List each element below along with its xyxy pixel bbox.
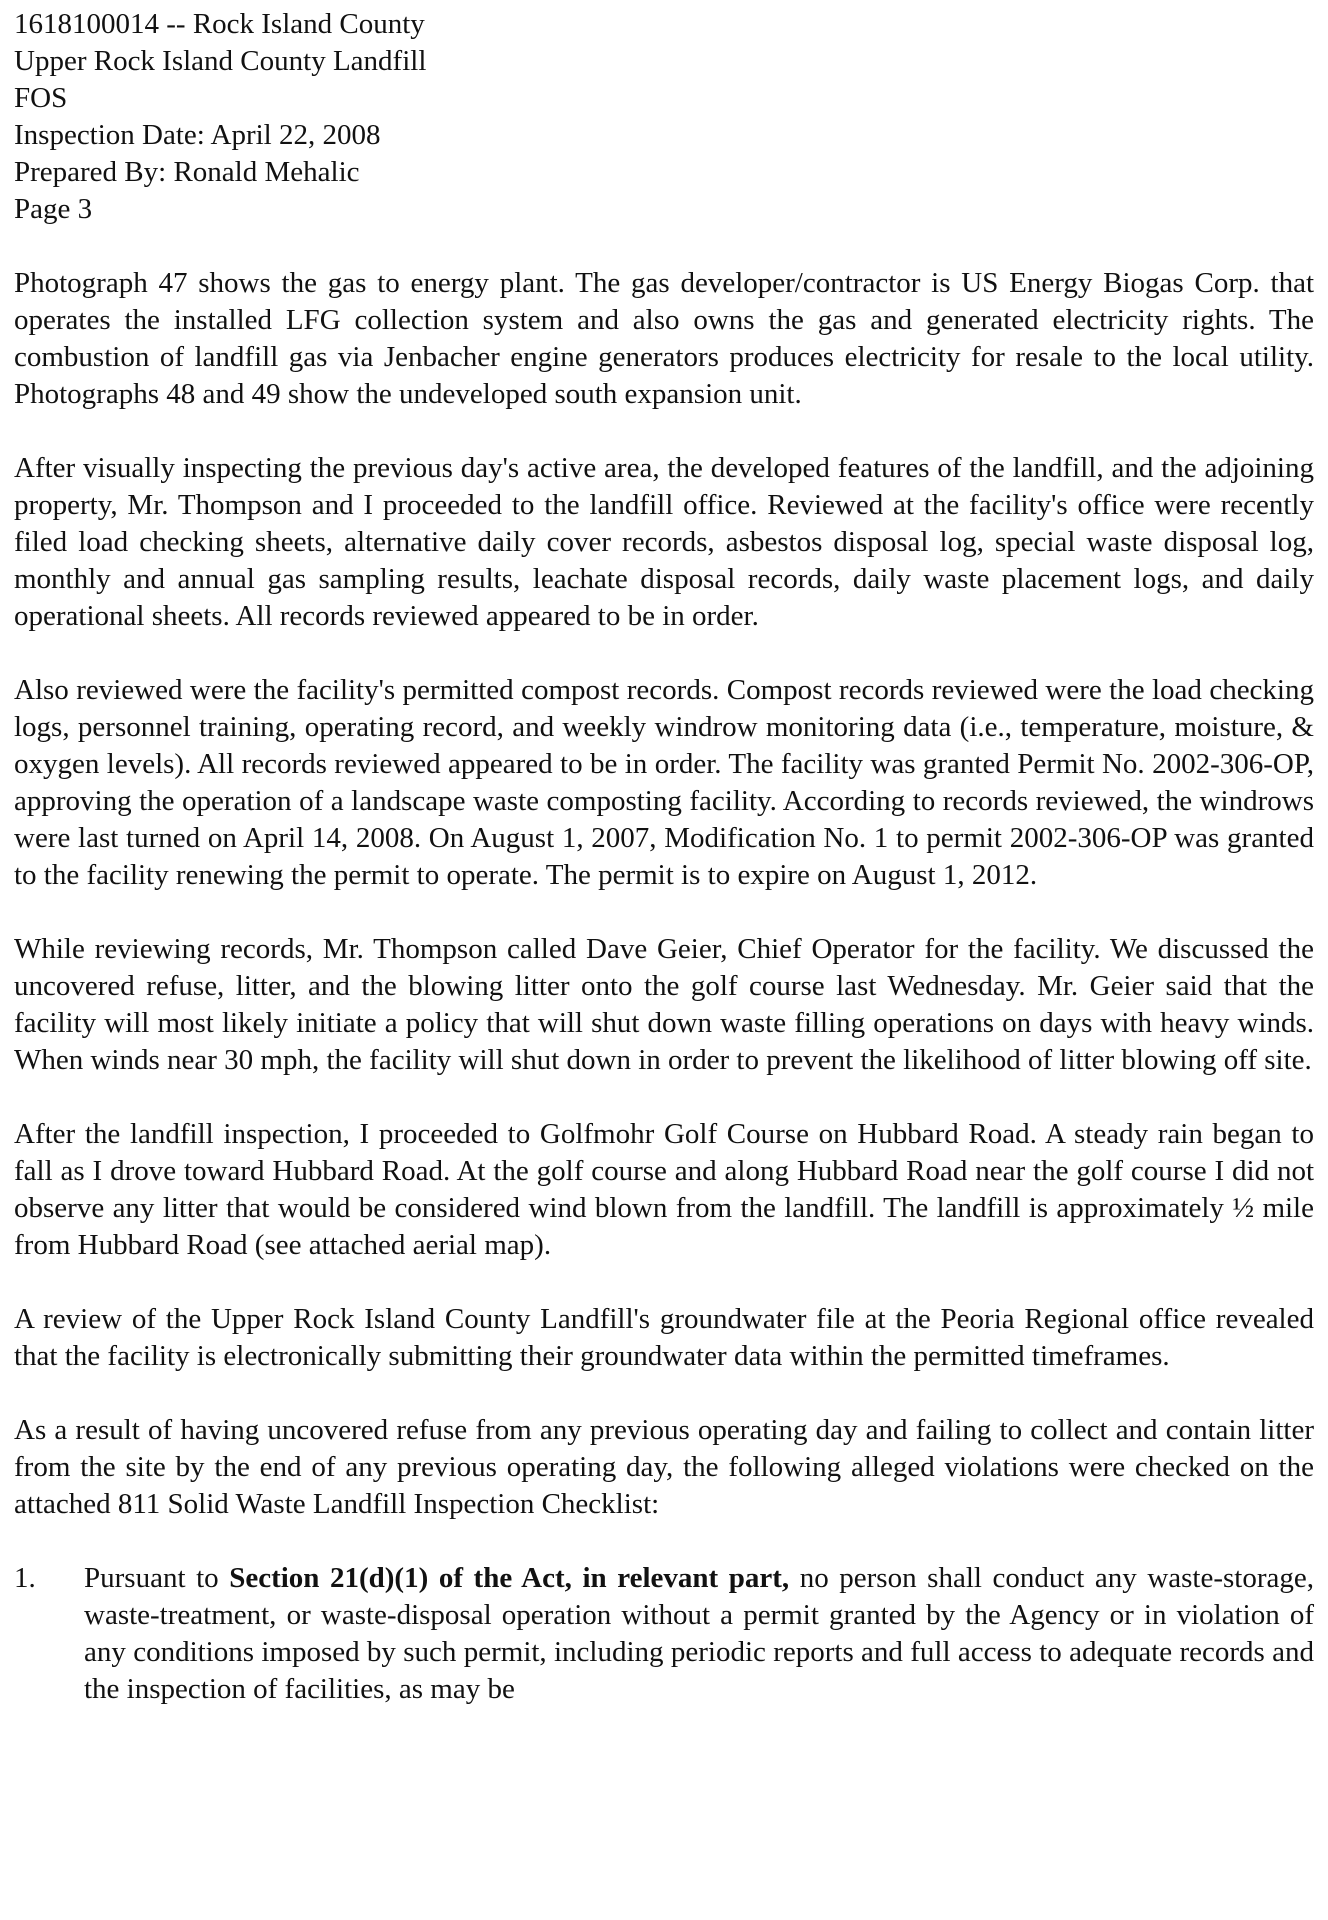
document-page bbox=[14, 6, 1314, 1708]
list-item-body: no person shall conduct any waste-storage, waste-treatment, or waste-disposal operation without a permit granted by the Agency or in violation of any conditions imposed by such permit, including periodic reports and full access to adequate records and the inspection of facilities, as may be bbox=[84, 1562, 1315, 1705]
paragraph-golf-course: After the landfill inspection, I proceeded to Golfmohr Golf Course on Hubbard Road. A steady rain began to fall as I drove toward Hubbard Road. At the golf course and along Hubbard Road near the golf course I did not observe any litter that would be considered wind blown from the landfill. The landfill is approximately ½ mile from Hubbard Road (see attached aerial map). bbox=[14, 1118, 1314, 1261]
header-inspection-date: Inspection Date: April 22, 2008 bbox=[14, 119, 381, 151]
header-report-type: FOS bbox=[14, 82, 68, 114]
violations-list bbox=[14, 1560, 1314, 1708]
list-item-number: 1. bbox=[14, 1562, 36, 1594]
paragraph-gas-energy-plant: Photograph 47 shows the gas to energy plant. The gas developer/contractor is US Energy Biogas Corp. that operates the installed LFG collection system and also owns the gas and generated electricity rights. The combustion of landfill gas via Jenbacher engine generators produces electricity for resale to the local utility. Photographs 48 and 49 show the undeveloped south expansion unit. bbox=[14, 267, 1314, 410]
document-header bbox=[14, 6, 1314, 228]
header-page-number: Page 3 bbox=[14, 193, 93, 225]
header-facility-name: Upper Rock Island County Landfill bbox=[14, 45, 427, 77]
paragraph-compost-records: Also reviewed were the facility's permitted compost records. Compost records reviewed were the load checking logs, personnel training, operating record, and weekly windrow monitoring data (i.e., temperature, moisture, & oxygen levels). All records reviewed appeared to be in order. The facility was granted Permit No. 2002-306-OP, approving the operation of a landscape waste composting facility. According to records reviewed, the windrows were last turned on April 14, 2008. On August 1, 2007, Modification No. 1 to permit 2002-306-OP was granted to the facility renewing the permit to operate. The permit is to expire on August 1, 2012. bbox=[14, 674, 1314, 891]
list-item-text bbox=[84, 1560, 1314, 1708]
header-prepared-by: Prepared By: Ronald Mehalic bbox=[14, 156, 360, 188]
list-item-citation: Section 21(d)(1) of the Act, in relevant part, bbox=[229, 1562, 790, 1594]
paragraph-office-records: After visually inspecting the previous day's active area, the developed features of the landfill, and the adjoining property, Mr. Thompson and I proceeded to the landfill office. Reviewed at the facility's office were recently filed load checking sheets, alternative daily cover records, asbestos disposal log, special waste disposal log, monthly and annual gas sampling results, leachate disposal records, daily waste placement logs, and daily operational sheets. All records reviewed appeared to be in order. bbox=[14, 452, 1314, 632]
header-site-id: 1618100014 -- Rock Island County bbox=[14, 8, 425, 40]
list-item-lead: Pursuant to bbox=[84, 1562, 230, 1594]
paragraph-groundwater: A review of the Upper Rock Island County Landfill's groundwater file at the Peoria Regional office revealed that the facility is electronically submitting their groundwater data within the permitted timeframes. bbox=[14, 1303, 1314, 1372]
list-item bbox=[14, 1560, 1314, 1708]
paragraph-violations-intro: As a result of having uncovered refuse from any previous operating day and failing to collect and contain litter from the site by the end of any previous operating day, the following alleged violations were checked on the attached 811 Solid Waste Landfill Inspection Checklist: bbox=[14, 1414, 1314, 1520]
paragraph-operator-discussion: While reviewing records, Mr. Thompson called Dave Geier, Chief Operator for the facility. We discussed the uncovered refuse, litter, and the blowing litter onto the golf course last Wednesday. Mr. Geier said that the facility will most likely initiate a policy that will shut down waste filling operations on days with heavy winds. When winds near 30 mph, the facility will shut down in order to prevent the likelihood of litter blowing off site. bbox=[14, 933, 1314, 1076]
